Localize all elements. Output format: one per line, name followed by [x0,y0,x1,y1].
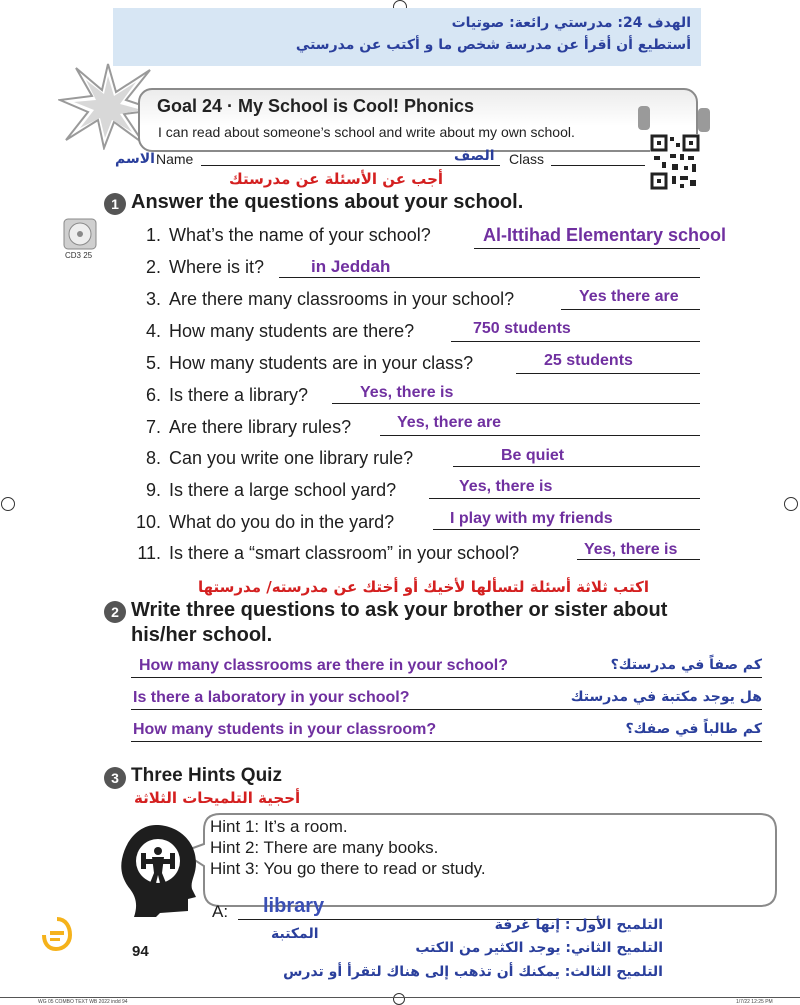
goal-subtitle: I can read about someone’s school and write about my own school. [158,124,575,140]
question-row: 11. Is there a “smart classroom” in your school? [137,543,520,563]
registration-mark-left [1,497,15,511]
arabic-goal-subtitle: أستطيع أن أقرأ عن مدرسة شخص ما و أكتب عن مدرستي [295,37,691,53]
question-row: 4. How many students are there? [145,321,415,341]
section2-number: 2 [104,601,126,623]
registration-mark-bottom [393,993,405,1005]
class-label-arabic: الصف [454,148,495,164]
section3-number: 3 [104,767,126,789]
answer-line[interactable] [453,465,700,467]
answer-handwritten: Yes, there are [397,414,502,431]
question-row: 8. Can you write one library rule? [145,448,414,468]
question-row: 2. Where is it? [145,257,265,277]
question-row: 10. What do you do in the yard? [135,512,395,532]
section1-arabic-instruction: أجب عن الأسئلة عن مدرستك [229,170,444,188]
answer-line[interactable] [561,308,700,310]
goal-title: Goal 24 · My School is Cool! Phonics [157,96,475,116]
answer-line[interactable] [516,372,700,374]
page-number: 94 [132,943,149,960]
quiz-answer-handwritten: library [263,895,325,917]
answer-line[interactable] [433,528,700,530]
answer-line[interactable] [451,340,700,342]
section3-arabic-title: أحجية التلميحات الثلاثة [134,789,301,807]
hint-2: Hint 2: There are many books. [210,838,439,857]
print-footer-line [0,997,800,998]
hint-2-arabic: التلميح الثاني: يوجد الكثير من الكتب [415,940,663,956]
name-field[interactable] [201,164,500,166]
answer-handwritten: Yes there are [579,288,679,305]
quiz-answer-arabic: المكتبة [271,926,319,942]
cd-icon [62,217,98,251]
question-arabic: كم طالباً في صفك؟ [625,721,762,737]
publisher-logo-icon [42,917,72,951]
answer-handwritten: I play with my friends [450,510,613,527]
section1-number: 1 [104,193,126,215]
name-label: Name [156,151,194,167]
arabic-goal-banner [113,8,701,66]
arabic-goal-title: الهدف 24: مدرستي رائعة: صوتيات [451,15,691,31]
answer-handwritten: Yes, there is [360,384,454,401]
print-footer-left: WG 05 COMBO TEXT WB 2022 indd 94 [38,999,128,1005]
answer-handwritten: Be quiet [501,447,565,464]
question-handwritten: How many classrooms are there in your school? [139,657,508,674]
question-row: 7. Are there library rules? [145,417,352,437]
answer-handwritten: 25 students [544,352,633,369]
registration-mark-right [784,497,798,511]
section2-title-line1: Write three questions to ask your brother or sister about [131,599,668,621]
answer-handwritten: Yes, there is [459,478,553,495]
question-arabic: هل يوجد مكتبة في مدرستك [570,689,762,705]
answer-handwritten: 750 students [473,320,571,337]
section1-title: Answer the questions about your school. [131,191,524,213]
question-row: 1. What’s the name of your school? [145,225,431,245]
answer-handwritten: Yes, there is [584,541,678,558]
answer-line[interactable] [429,497,700,499]
question-arabic: كم صفاً في مدرستك؟ [610,657,762,673]
hint-1: Hint 1: It’s a room. [210,817,348,836]
name-label-arabic: الاسم [115,151,155,167]
answer-line[interactable] [474,247,700,249]
question-row: 6. Is there a library? [145,385,309,405]
answer-line[interactable] [131,708,762,710]
answer-line[interactable] [332,402,700,404]
question-row: 3. Are there many classrooms in your school? [145,289,515,309]
answer-line[interactable] [131,676,762,678]
section3-title: Three Hints Quiz [131,765,282,786]
answer-line[interactable] [380,434,700,436]
qr-code-icon [650,134,700,192]
print-footer-right: 1/7/22 12:25 PM [736,999,773,1005]
quiz-answer-label: A: [212,902,229,921]
question-row: 5. How many students are in your class? [145,353,474,373]
section2-arabic-instruction: اكتب ثلاثة أسئلة لتسألها لأخيك أو أختك عن مدرسته/ مدرستها [198,578,650,596]
cd-track-label: CD3 25 [65,251,93,260]
hint-3-arabic: التلميح الثالث: يمكنك أن تذهب إلى هناك لتقرأ أو تدرس [283,964,663,980]
answer-handwritten: in Jeddah [311,257,391,276]
answer-line[interactable] [131,740,762,742]
class-field[interactable] [551,164,645,166]
hint-1-arabic: التلميح الأول : إنها غرفة [494,917,663,933]
answer-handwritten: Al-Ittihad Elementary school [483,225,727,245]
head-silhouette-icon [116,821,206,917]
class-label: Class [509,151,545,167]
question-handwritten: Is there a laboratory in your school? [133,689,410,706]
section2-title-line2: his/her school. [131,624,273,646]
question-row: 9. Is there a large school yard? [145,480,397,500]
question-handwritten: How many students in your classroom? [133,721,437,738]
hint-3: Hint 3: You go there to read or study. [210,859,486,878]
